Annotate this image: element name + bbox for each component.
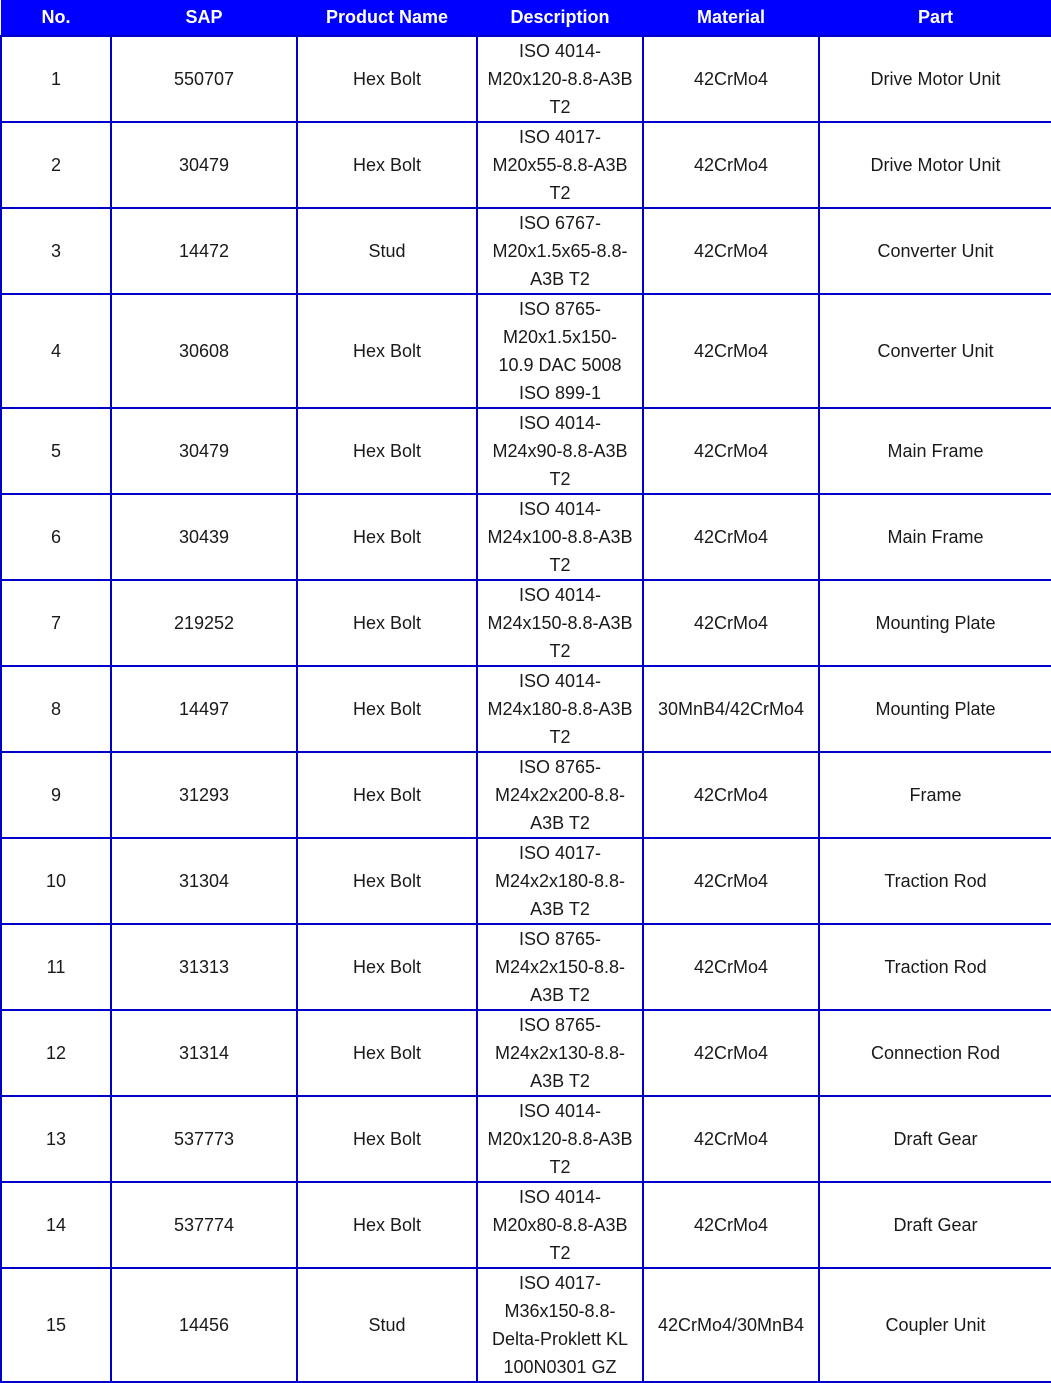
cell-product-name: Stud <box>297 208 477 294</box>
cell-no: 1 <box>1 36 111 122</box>
table-body <box>1 36 1051 1382</box>
table-row <box>1 294 1051 408</box>
cell-product-name: Hex Bolt <box>297 838 477 924</box>
cell-material: 42CrMo4 <box>643 122 819 208</box>
table-row <box>1 494 1051 580</box>
cell-sap: 31313 <box>111 924 297 1010</box>
cell-product-name: Hex Bolt <box>297 580 477 666</box>
cell-product-name: Hex Bolt <box>297 494 477 580</box>
table-row <box>1 666 1051 752</box>
cell-no: 2 <box>1 122 111 208</box>
cell-sap: 14456 <box>111 1268 297 1382</box>
header-material: Material <box>643 1 819 36</box>
cell-part: Mounting Plate <box>819 666 1051 752</box>
cell-material: 42CrMo4 <box>643 580 819 666</box>
cell-description: ISO 4014- M24x180-8.8-A3B T2 <box>477 666 643 752</box>
cell-no: 9 <box>1 752 111 838</box>
cell-part: Draft Gear <box>819 1096 1051 1182</box>
cell-description: ISO 8765- M20x1.5x150- 10.9 DAC 5008 ISO 899-1 <box>477 294 643 408</box>
cell-description: ISO 6767- M20x1.5x65-8.8- A3B T2 <box>477 208 643 294</box>
cell-part: Draft Gear <box>819 1182 1051 1268</box>
cell-description: ISO 8765- M24x2x150-8.8- A3B T2 <box>477 924 643 1010</box>
cell-sap: 14497 <box>111 666 297 752</box>
cell-description: ISO 4014- M20x120-8.8-A3B T2 <box>477 36 643 122</box>
cell-product-name: Hex Bolt <box>297 36 477 122</box>
cell-product-name: Stud <box>297 1268 477 1382</box>
table-row <box>1 208 1051 294</box>
cell-material: 42CrMo4 <box>643 294 819 408</box>
cell-no: 14 <box>1 1182 111 1268</box>
table-row <box>1 924 1051 1010</box>
cell-sap: 30608 <box>111 294 297 408</box>
cell-material: 42CrMo4 <box>643 924 819 1010</box>
table-header <box>1 1 1051 36</box>
cell-sap: 550707 <box>111 36 297 122</box>
header-part: Part <box>819 1 1051 36</box>
cell-no: 15 <box>1 1268 111 1382</box>
table-row <box>1 36 1051 122</box>
cell-part: Main Frame <box>819 494 1051 580</box>
cell-product-name: Hex Bolt <box>297 294 477 408</box>
cell-no: 13 <box>1 1096 111 1182</box>
cell-product-name: Hex Bolt <box>297 666 477 752</box>
table-row <box>1 122 1051 208</box>
cell-part: Traction Rod <box>819 924 1051 1010</box>
table-row <box>1 408 1051 494</box>
cell-description: ISO 4014- M24x150-8.8-A3B T2 <box>477 580 643 666</box>
cell-sap: 14472 <box>111 208 297 294</box>
cell-no: 11 <box>1 924 111 1010</box>
cell-no: 10 <box>1 838 111 924</box>
table-row <box>1 580 1051 666</box>
table-row <box>1 1096 1051 1182</box>
cell-description: ISO 4014- M20x80-8.8-A3B T2 <box>477 1182 643 1268</box>
cell-material: 42CrMo4 <box>643 1010 819 1096</box>
table-row <box>1 752 1051 838</box>
cell-sap: 537773 <box>111 1096 297 1182</box>
cell-part: Connection Rod <box>819 1010 1051 1096</box>
cell-sap: 537774 <box>111 1182 297 1268</box>
cell-product-name: Hex Bolt <box>297 1010 477 1096</box>
cell-material: 42CrMo4 <box>643 494 819 580</box>
cell-sap: 30439 <box>111 494 297 580</box>
cell-no: 4 <box>1 294 111 408</box>
table-row <box>1 1182 1051 1268</box>
cell-sap: 30479 <box>111 408 297 494</box>
header-description: Description <box>477 1 643 36</box>
cell-part: Main Frame <box>819 408 1051 494</box>
header-row <box>1 1 1051 36</box>
cell-no: 6 <box>1 494 111 580</box>
cell-description: ISO 8765- M24x2x130-8.8- A3B T2 <box>477 1010 643 1096</box>
header-product-name: Product Name <box>297 1 477 36</box>
cell-no: 5 <box>1 408 111 494</box>
cell-no: 8 <box>1 666 111 752</box>
cell-material: 42CrMo4 <box>643 408 819 494</box>
table-row <box>1 1010 1051 1096</box>
cell-product-name: Hex Bolt <box>297 752 477 838</box>
cell-part: Frame <box>819 752 1051 838</box>
cell-product-name: Hex Bolt <box>297 1096 477 1182</box>
cell-material: 30MnB4/42CrMo4 <box>643 666 819 752</box>
cell-description: ISO 4014- M24x100-8.8-A3B T2 <box>477 494 643 580</box>
table-row <box>1 838 1051 924</box>
cell-description: ISO 4014- M20x120-8.8-A3B T2 <box>477 1096 643 1182</box>
cell-sap: 31304 <box>111 838 297 924</box>
cell-part: Coupler Unit <box>819 1268 1051 1382</box>
header-sap: SAP <box>111 1 297 36</box>
cell-no: 7 <box>1 580 111 666</box>
cell-description: ISO 4014- M24x90-8.8-A3B T2 <box>477 408 643 494</box>
cell-part: Converter Unit <box>819 294 1051 408</box>
cell-description: ISO 4017- M36x150-8.8- Delta-Proklett KL 100N0301 GZ <box>477 1268 643 1382</box>
cell-sap: 30479 <box>111 122 297 208</box>
cell-product-name: Hex Bolt <box>297 408 477 494</box>
cell-description: ISO 4017- M24x2x180-8.8- A3B T2 <box>477 838 643 924</box>
cell-sap: 31314 <box>111 1010 297 1096</box>
cell-description: ISO 4017- M20x55-8.8-A3B T2 <box>477 122 643 208</box>
cell-part: Drive Motor Unit <box>819 122 1051 208</box>
cell-material: 42CrMo4 <box>643 36 819 122</box>
cell-product-name: Hex Bolt <box>297 122 477 208</box>
cell-sap: 219252 <box>111 580 297 666</box>
cell-material: 42CrMo4 <box>643 208 819 294</box>
cell-material: 42CrMo4 <box>643 838 819 924</box>
cell-product-name: Hex Bolt <box>297 1182 477 1268</box>
cell-material: 42CrMo4 <box>643 1096 819 1182</box>
cell-description: ISO 8765- M24x2x200-8.8- A3B T2 <box>477 752 643 838</box>
cell-product-name: Hex Bolt <box>297 924 477 1010</box>
cell-material: 42CrMo4/30MnB4 <box>643 1268 819 1382</box>
cell-no: 12 <box>1 1010 111 1096</box>
cell-material: 42CrMo4 <box>643 1182 819 1268</box>
cell-part: Mounting Plate <box>819 580 1051 666</box>
cell-sap: 31293 <box>111 752 297 838</box>
header-no: No. <box>1 1 111 36</box>
cell-part: Converter Unit <box>819 208 1051 294</box>
cell-part: Traction Rod <box>819 838 1051 924</box>
cell-material: 42CrMo4 <box>643 752 819 838</box>
cell-part: Drive Motor Unit <box>819 36 1051 122</box>
cell-no: 3 <box>1 208 111 294</box>
table-row <box>1 1268 1051 1382</box>
